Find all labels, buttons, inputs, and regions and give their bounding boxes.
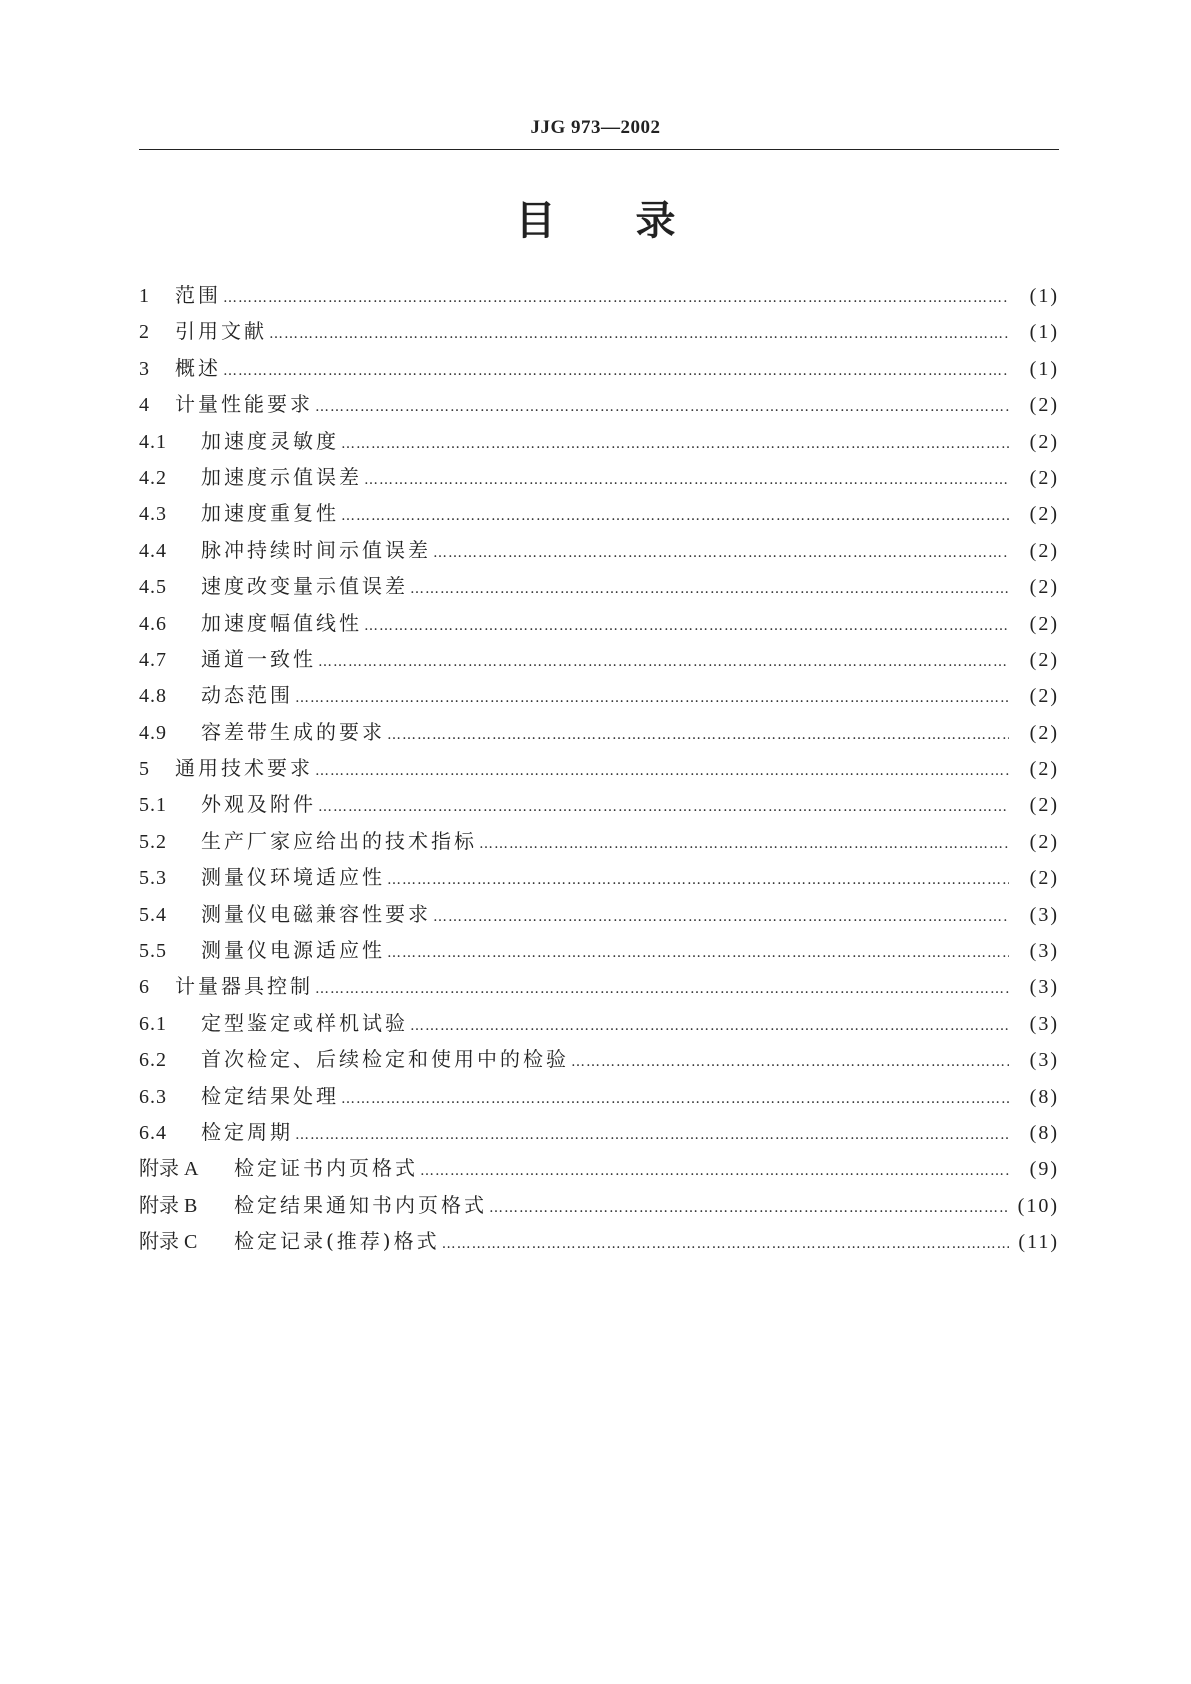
toc-entry[interactable] [139, 859, 1059, 895]
toc-entry[interactable] [139, 823, 1059, 859]
toc-entry-page: (3) [1029, 1012, 1059, 1035]
toc-entry-title: 计量器具控制 [175, 974, 313, 999]
toc-entry[interactable] [139, 532, 1059, 568]
toc-entry-page: (2) [1029, 758, 1059, 781]
dot-leader [410, 1008, 1009, 1044]
toc-entry[interactable] [139, 495, 1059, 531]
toc-entry-number: 附录 C [139, 1231, 198, 1254]
toc-entry-number: 4 [139, 394, 150, 417]
dot-leader [433, 535, 1009, 571]
toc-entry-title: 检定结果处理 [201, 1083, 339, 1108]
dot-leader [387, 717, 1009, 753]
toc-entry-title: 生产厂家应给出的技术指标 [201, 828, 477, 853]
toc-entry-title: 脉冲持续时间示值误差 [201, 537, 431, 562]
toc-entry-number: 5.1 [139, 794, 167, 817]
document-code: JJG 973—2002 [530, 117, 661, 138]
toc-entry-page: (11) [1018, 1231, 1059, 1254]
toc-entry-number: 4.2 [139, 466, 167, 489]
toc-entry-number: 4.7 [139, 648, 167, 671]
toc-entry[interactable] [139, 1114, 1059, 1150]
dot-leader [364, 608, 1009, 644]
toc-entry-title: 测量仪电源适应性 [201, 938, 385, 963]
toc-entry-page: (3) [1029, 903, 1059, 926]
toc-entry-page: (2) [1029, 394, 1059, 417]
toc-entry[interactable] [139, 423, 1059, 459]
dot-leader [315, 389, 1009, 425]
dot-leader [223, 280, 1009, 316]
toc-entry-title: 测量仪环境适应性 [201, 865, 385, 890]
toc-entry-page: (8) [1029, 1121, 1059, 1144]
header-divider [139, 149, 1059, 150]
toc-entry-title: 通道一致性 [201, 646, 316, 671]
toc-entry-page: (2) [1029, 612, 1059, 635]
toc-entry-page: (2) [1029, 576, 1059, 599]
toc-entry-page: (10) [1017, 1194, 1059, 1217]
dot-leader [571, 1044, 1009, 1080]
dot-leader [223, 353, 1009, 389]
toc-entry-number: 6 [139, 976, 150, 999]
dot-leader [479, 826, 1009, 862]
page-title: 目录 [515, 198, 756, 244]
toc-entry-title: 加速度幅值线性 [201, 610, 362, 635]
dot-leader [433, 899, 1009, 935]
toc-entry-number: 6.4 [139, 1121, 167, 1144]
toc-entry[interactable] [139, 714, 1059, 750]
toc-entry-page: (2) [1029, 466, 1059, 489]
toc-entry[interactable] [139, 932, 1059, 968]
toc-entry-number: 6.2 [139, 1049, 167, 1072]
toc-entry-number: 5.2 [139, 830, 167, 853]
toc-entry-number: 4.1 [139, 430, 167, 453]
toc-entry[interactable] [139, 1150, 1059, 1186]
toc-entry[interactable] [139, 386, 1059, 422]
toc-entry-page: (2) [1029, 794, 1059, 817]
toc-entry-title: 外观及附件 [201, 792, 316, 817]
toc-entry-title: 检定周期 [201, 1119, 293, 1144]
toc-entry-number: 2 [139, 321, 150, 344]
toc-entry[interactable] [139, 1223, 1059, 1259]
toc-entry-page: (2) [1029, 867, 1059, 890]
toc-entry-page: (9) [1029, 1158, 1059, 1181]
toc-entry[interactable] [139, 350, 1059, 386]
toc-entry[interactable] [139, 277, 1059, 313]
toc-entry-number: 4.6 [139, 612, 167, 635]
toc-entry-title: 范围 [175, 283, 221, 307]
toc-entry-page: (2) [1029, 648, 1059, 671]
toc-entry-number: 5.5 [139, 940, 167, 963]
toc-entry-title: 速度改变量示值误差 [201, 574, 408, 599]
dot-leader [410, 571, 1009, 607]
dot-leader [269, 316, 1009, 352]
toc-entry[interactable] [139, 750, 1059, 786]
toc-entry-page: (8) [1029, 1085, 1059, 1108]
toc-entry-page: (3) [1029, 940, 1059, 963]
toc-entry-title: 引用文献 [175, 319, 267, 344]
toc-entry-title: 容差带生成的要求 [201, 719, 385, 744]
toc-entry[interactable] [139, 459, 1059, 495]
dot-leader [387, 862, 1009, 898]
dot-leader [315, 971, 1009, 1007]
toc-entry[interactable] [139, 677, 1059, 713]
toc-entry[interactable] [139, 1078, 1059, 1114]
toc-entry-title: 测量仪电磁兼容性要求 [201, 901, 431, 926]
toc-entry-page: (2) [1029, 685, 1059, 708]
toc-entry[interactable] [139, 1187, 1059, 1223]
toc-entry-number: 6.1 [139, 1012, 167, 1035]
toc-entry-title: 检定记录(推荐)格式 [234, 1229, 440, 1254]
toc-entry-page: (1) [1029, 357, 1059, 380]
toc-entry-page: (2) [1029, 721, 1059, 744]
toc-entry-title: 加速度示值误差 [201, 464, 362, 489]
dot-leader [318, 644, 1009, 680]
toc-entry-page: (1) [1029, 321, 1059, 344]
toc-entry[interactable] [139, 568, 1059, 604]
toc-entry-page: (3) [1029, 1049, 1059, 1072]
dot-leader [442, 1226, 1009, 1262]
toc-entry-number: 1 [139, 285, 150, 307]
toc-entry-page: (2) [1029, 503, 1059, 526]
toc-entry-title: 加速度灵敏度 [201, 428, 339, 453]
toc-entry-page: (2) [1029, 830, 1059, 853]
toc-entry-title: 定型鉴定或样机试验 [201, 1010, 408, 1035]
toc-entry[interactable] [139, 641, 1059, 677]
toc-entry[interactable] [139, 968, 1059, 1004]
toc-entry-number: 4.9 [139, 721, 167, 744]
toc-entry[interactable] [139, 896, 1059, 932]
dot-leader [315, 753, 1009, 789]
toc-entry-number: 3 [139, 357, 150, 380]
dot-leader [341, 426, 1009, 462]
toc-entry-title: 通用技术要求 [175, 756, 313, 781]
toc-entry-number: 5.3 [139, 867, 167, 890]
dot-leader [295, 1117, 1009, 1153]
toc-entry-page: (2) [1029, 430, 1059, 453]
toc-entry-title: 动态范围 [201, 683, 293, 708]
toc-entry-number: 5 [139, 758, 150, 781]
dot-leader [341, 498, 1009, 534]
toc-entry[interactable] [139, 786, 1059, 822]
toc-entry[interactable] [139, 605, 1059, 641]
toc-entry-title: 首次检定、后续检定和使用中的检验 [201, 1047, 569, 1072]
toc-entry-number: 附录 B [139, 1194, 198, 1217]
toc-entry-page: (2) [1029, 539, 1059, 562]
dot-leader [341, 1081, 1009, 1117]
dot-leader [295, 680, 1009, 716]
toc-entry-number: 4.3 [139, 503, 167, 526]
toc-entry-title: 概述 [175, 355, 221, 380]
toc-entry[interactable] [139, 1041, 1059, 1077]
toc-entry-number: 附录 A [139, 1158, 199, 1181]
dot-leader [387, 935, 1009, 971]
table-of-contents [139, 277, 1059, 1260]
toc-entry-title: 计量性能要求 [175, 392, 313, 417]
dot-leader [489, 1190, 1009, 1226]
toc-entry-page: (1) [1029, 285, 1059, 307]
toc-entry-number: 6.3 [139, 1085, 167, 1108]
toc-entry[interactable] [139, 313, 1059, 349]
toc-entry-number: 5.4 [139, 903, 167, 926]
toc-entry-number: 4.4 [139, 539, 167, 562]
dot-leader [364, 462, 1009, 498]
toc-entry-number: 4.5 [139, 576, 167, 599]
toc-entry-page: (3) [1029, 976, 1059, 999]
toc-entry[interactable] [139, 1005, 1059, 1041]
toc-entry-title: 检定结果通知书内页格式 [234, 1192, 487, 1217]
toc-entry-title: 加速度重复性 [201, 501, 339, 526]
toc-entry-title: 检定证书内页格式 [234, 1156, 418, 1181]
dot-leader [420, 1153, 1009, 1189]
toc-entry-number: 4.8 [139, 685, 167, 708]
dot-leader [318, 789, 1009, 825]
